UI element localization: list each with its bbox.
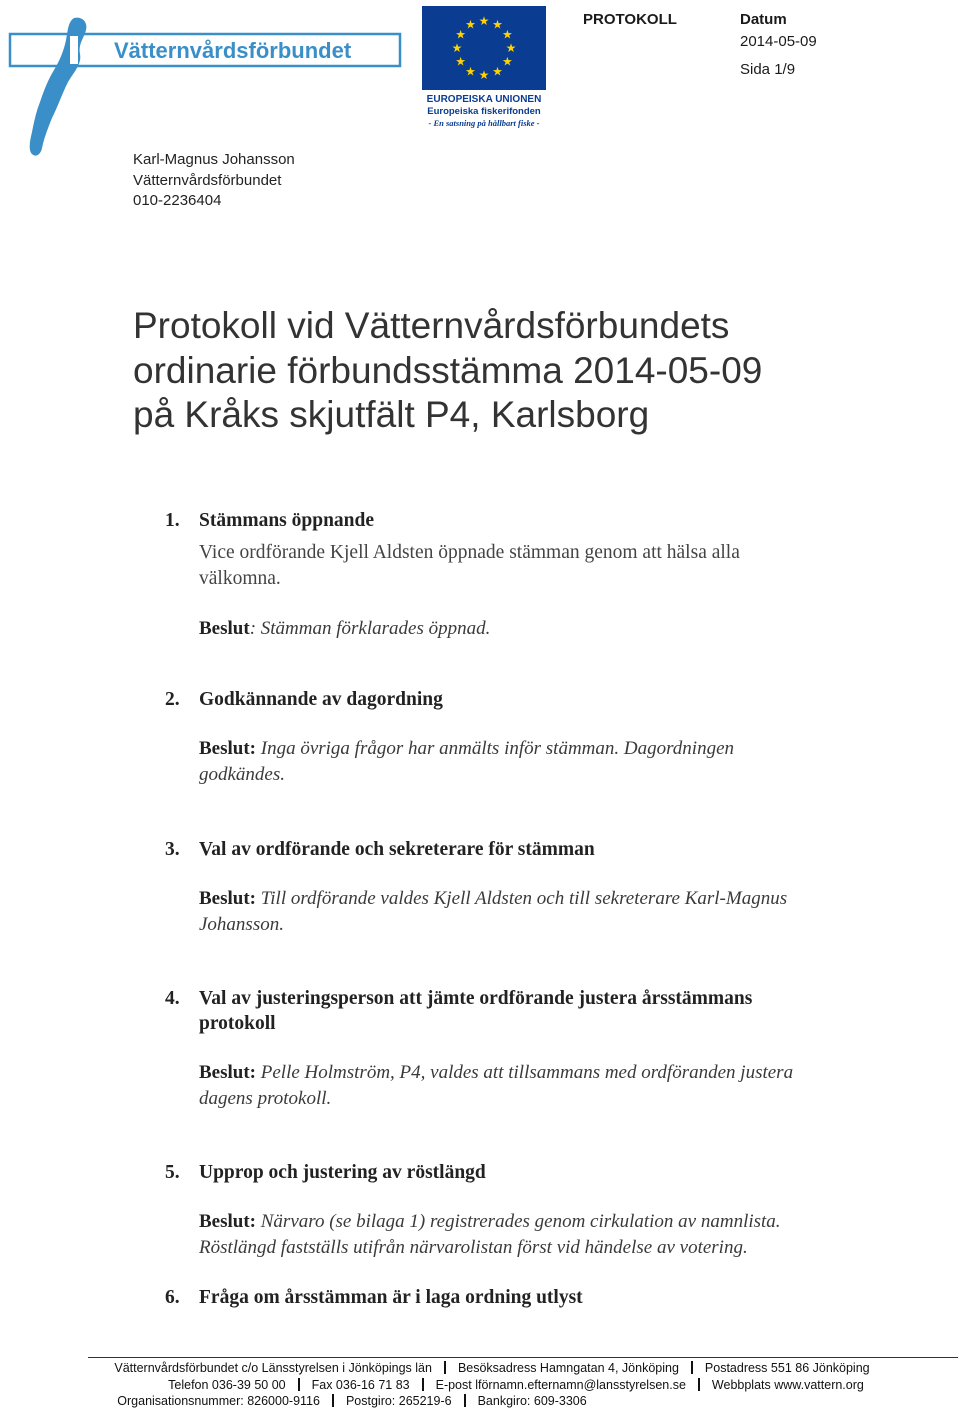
eu-star-icon: ★ <box>455 27 466 42</box>
item-number: 2. <box>165 689 180 710</box>
sender-block <box>133 150 295 212</box>
item-heading: Upprop och justering av röstlängd <box>199 1162 486 1183</box>
agenda-item-6 <box>165 1285 795 1310</box>
svg-text:- En satsning på hållbart fisk: - En satsning på hållbart fiske - <box>428 118 540 128</box>
item-number: 6. <box>165 1287 180 1308</box>
sender-name: Karl-Magnus Johansson <box>133 151 295 168</box>
item-heading: Val av justeringsperson att jämte ordförande justera årsstämmans protokoll <box>199 988 753 1034</box>
eu-fisheries-fund-logo <box>420 6 550 130</box>
footer-line-2: Telefon 036-39 50 00 Fax 036-16 71 83 E-post lförnamn.efternamn@lansstyrelsen.se Webbplats www.vattern.org <box>168 1378 864 1392</box>
footer-line-3: Organisationsnummer: 826000-9116 Postgiro: 265219-6 Bankgiro: 609-3306 <box>117 1394 587 1408</box>
sender-phone: 010-2236404 <box>133 192 222 209</box>
eu-star-icon: ★ <box>492 64 503 79</box>
item-heading: Stämmans öppnande <box>199 510 375 531</box>
item-decision: Beslut: Till ordförande valdes Kjell Aldsten och till sekreterare Karl-Magnus Johansson. <box>199 888 788 935</box>
eu-star-icon: ★ <box>451 41 463 55</box>
page-number: Sida 1/9 <box>740 61 796 78</box>
document-title: Protokoll vid Vätternvårdsförbundets ordinarie förbundsstämma 2014-05-09 på Kråks skjutfält P4, Karlsborg <box>133 305 763 435</box>
svg-text:EUROPEISKA UNIONEN: EUROPEISKA UNIONEN <box>426 94 542 105</box>
eu-star-icon: ★ <box>492 17 503 32</box>
item-body: Vice ordförande Kjell Aldsten öppnade stämman genom att hälsa alla välkomna. <box>199 542 740 589</box>
eu-star-icon: ★ <box>505 41 517 55</box>
footer-divider <box>88 1357 958 1358</box>
item-number: 1. <box>165 510 180 531</box>
logo-text: Vätternvårdsförbundet <box>114 38 352 63</box>
item-heading: Fråga om årsstämman är i laga ordning utlyst <box>199 1287 583 1308</box>
item-number: 3. <box>165 839 180 860</box>
date-value: 2014-05-09 <box>740 33 817 50</box>
svg-text:Europeiska fiskerifonden: Europeiska fiskerifonden <box>427 106 541 117</box>
agenda-item-3 <box>165 837 795 938</box>
footer-line-1: Vätternvårdsförbundet c/o Länsstyrelsen i Jönköpings län Besöksadress Hamngatan 4, Jönköping Postadress 551 86 Jönköping <box>114 1361 870 1375</box>
eu-star-icon: ★ <box>478 68 490 82</box>
item-number: 4. <box>165 988 180 1009</box>
agenda-item-1 <box>165 508 795 642</box>
vatternvardsforbundet-logo <box>8 14 408 164</box>
date-label: Datum <box>740 11 787 28</box>
item-heading: Val av ordförande och sekreterare för stämman <box>199 839 595 860</box>
eu-star-icon: ★ <box>478 14 490 28</box>
item-heading: Godkännande av dagordning <box>199 689 443 710</box>
eu-star-icon: ★ <box>465 64 476 79</box>
item-decision: Beslut: Stämman förklarades öppnad. <box>199 618 491 639</box>
sender-org: Vätternvårdsförbundet <box>133 171 282 189</box>
item-decision: Beslut: Pelle Holmström, P4, valdes att tillsammans med ordföranden justera dagens protokoll. <box>199 1062 794 1109</box>
item-decision: Beslut: Närvaro (se bilaga 1) registrerades genom cirkulation av namnlista. Röstlängd fastställs utifrån närvarolistan först vid händelse av votering. <box>199 1211 781 1258</box>
eu-star-icon: ★ <box>465 17 476 32</box>
item-decision: Beslut: Inga övriga frågor har anmälts inför stämman. Dagordningen godkändes. <box>199 738 735 785</box>
agenda-item-2 <box>165 687 795 788</box>
eu-star-icon: ★ <box>502 54 513 69</box>
eu-star-icon: ★ <box>502 27 513 42</box>
agenda-item-4 <box>165 986 795 1112</box>
doc-type-label: PROTOKOLL <box>583 11 677 28</box>
agenda-item-5 <box>165 1160 795 1261</box>
eu-star-icon: ★ <box>455 54 466 69</box>
item-number: 5. <box>165 1162 180 1183</box>
